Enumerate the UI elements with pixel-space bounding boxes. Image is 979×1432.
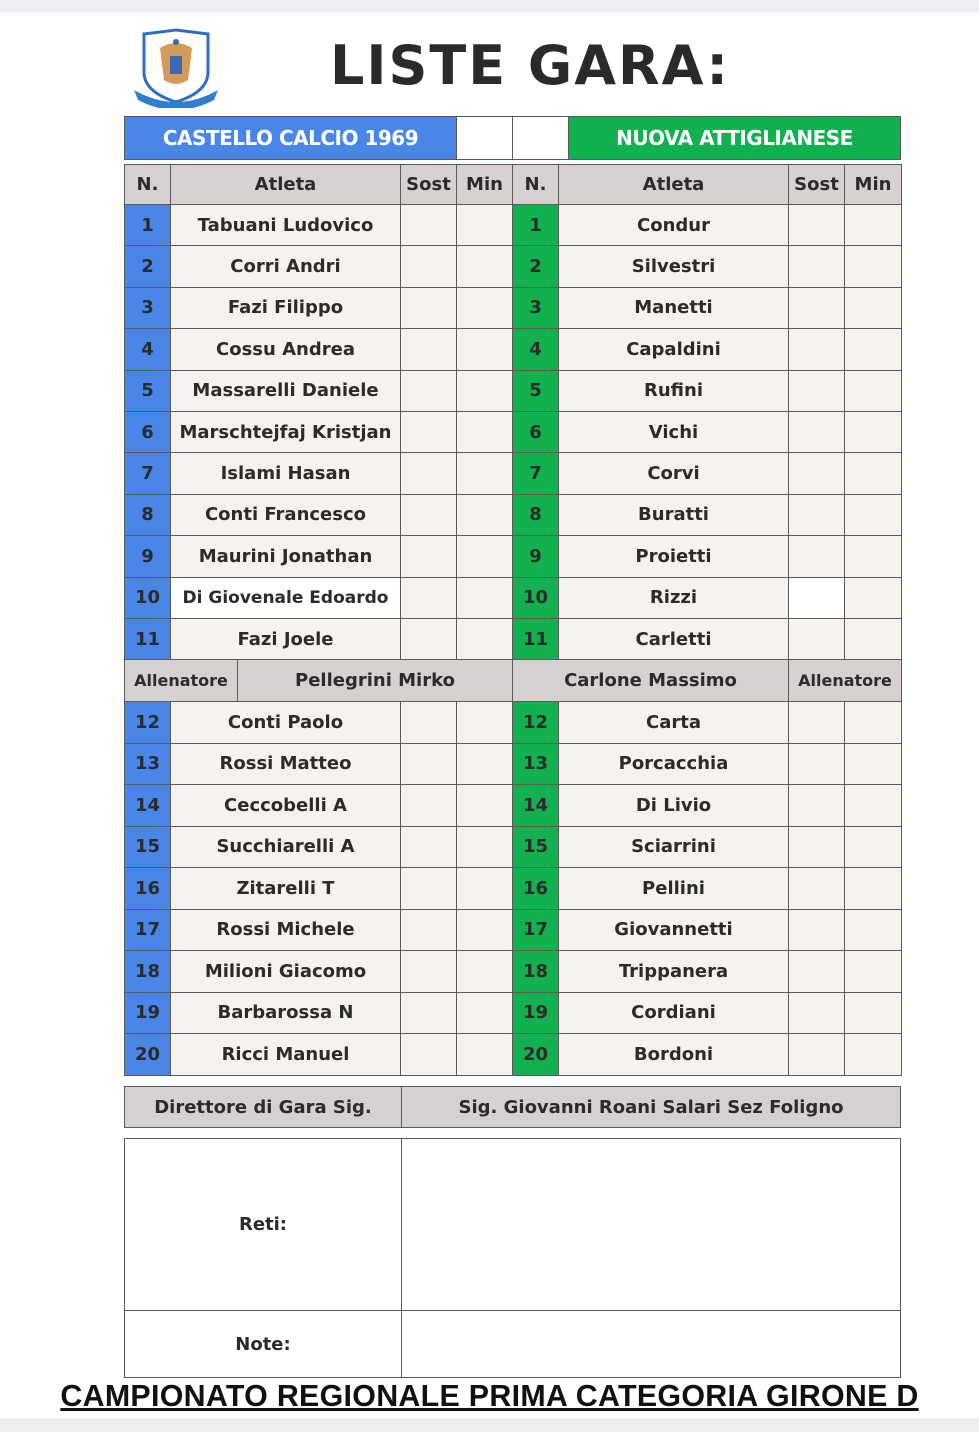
away-player-number: 10 <box>512 577 559 619</box>
away-player-number: 6 <box>512 411 559 453</box>
home-min-cell[interactable] <box>456 411 513 453</box>
home-coach-label: Allenatore <box>124 659 238 702</box>
away-min-cell[interactable] <box>844 494 902 536</box>
away-min-cell[interactable] <box>844 535 902 577</box>
home-player-name: Islami Hasan <box>170 452 401 494</box>
away-sost-cell[interactable] <box>788 452 845 494</box>
home-min-cell[interactable] <box>456 577 513 619</box>
away-sost-cell[interactable] <box>788 992 845 1035</box>
header-sost: Sost <box>400 164 457 205</box>
home-min-cell[interactable] <box>456 535 513 577</box>
away-min-cell[interactable] <box>844 1033 902 1076</box>
home-min-cell[interactable] <box>456 494 513 536</box>
home-min-cell[interactable] <box>456 618 513 660</box>
club-logo <box>130 28 222 108</box>
header-athlete: Atleta <box>558 164 789 205</box>
home-sost-cell[interactable] <box>400 701 457 744</box>
home-sost-cell[interactable] <box>400 618 457 660</box>
away-sost-cell[interactable] <box>788 328 845 370</box>
home-sost-cell[interactable] <box>400 826 457 869</box>
home-min-cell[interactable] <box>456 950 513 993</box>
home-sost-cell[interactable] <box>400 535 457 577</box>
home-min-cell[interactable] <box>456 826 513 869</box>
home-sost-cell[interactable] <box>400 328 457 370</box>
away-sost-cell[interactable] <box>788 784 845 827</box>
away-player-name: Di Livio <box>558 784 789 827</box>
home-min-cell[interactable] <box>456 1033 513 1076</box>
home-player-name: Rossi Michele <box>170 909 401 952</box>
home-player-number: 8 <box>124 494 171 536</box>
home-min-cell[interactable] <box>456 701 513 744</box>
home-player-name: Conti Francesco <box>170 494 401 536</box>
home-player-name: Succhiarelli A <box>170 826 401 869</box>
home-player-name: Maurini Jonathan <box>170 535 401 577</box>
away-min-cell[interactable] <box>844 452 902 494</box>
home-player-number: 16 <box>124 867 171 910</box>
away-player-name: Bordoni <box>558 1033 789 1076</box>
home-coach-name: Pellegrini Mirko <box>237 659 513 702</box>
home-player-number: 6 <box>124 411 171 453</box>
home-player-number: 20 <box>124 1033 171 1076</box>
away-player-number: 5 <box>512 370 559 412</box>
home-sost-cell[interactable] <box>400 204 457 246</box>
away-team-name: NUOVA ATTIGLIANESE <box>568 116 901 160</box>
home-player-number: 10 <box>124 577 171 619</box>
home-player-name: Milioni Giacomo <box>170 950 401 993</box>
goals-label: Reti: <box>124 1138 402 1311</box>
away-player-name: Manetti <box>558 287 789 329</box>
notes-label: Note: <box>124 1310 402 1378</box>
home-player-name: Cossu Andrea <box>170 328 401 370</box>
away-min-cell[interactable] <box>844 867 902 910</box>
away-min-cell[interactable] <box>844 245 902 287</box>
away-player-number: 15 <box>512 826 559 869</box>
home-player-name: Di Giovenale Edoardo <box>170 577 401 619</box>
away-player-name: Silvestri <box>558 245 789 287</box>
home-sost-cell[interactable] <box>400 245 457 287</box>
home-player-number: 1 <box>124 204 171 246</box>
home-sost-cell[interactable] <box>400 370 457 412</box>
away-min-cell[interactable] <box>844 411 902 453</box>
away-sost-cell[interactable] <box>788 494 845 536</box>
away-min-cell[interactable] <box>844 743 902 786</box>
away-player-number: 11 <box>512 618 559 660</box>
away-score-box[interactable] <box>512 116 569 160</box>
away-sost-cell[interactable] <box>788 909 845 952</box>
home-min-cell[interactable] <box>456 784 513 827</box>
away-player-name: Capaldini <box>558 328 789 370</box>
away-player-name: Buratti <box>558 494 789 536</box>
away-player-name: Corvi <box>558 452 789 494</box>
home-min-cell[interactable] <box>456 370 513 412</box>
away-coach-label: Allenatore <box>788 659 902 702</box>
away-min-cell[interactable] <box>844 204 902 246</box>
away-sost-cell[interactable] <box>788 950 845 993</box>
referee-name: Sig. Giovanni Roani Salari Sez Foligno <box>401 1086 901 1128</box>
home-sost-cell[interactable] <box>400 950 457 993</box>
away-player-number: 2 <box>512 245 559 287</box>
header-min: Min <box>456 164 513 205</box>
away-player-number: 20 <box>512 1033 559 1076</box>
away-player-number: 9 <box>512 535 559 577</box>
home-min-cell[interactable] <box>456 992 513 1035</box>
home-player-name: Ricci Manuel <box>170 1033 401 1076</box>
home-min-cell[interactable] <box>456 328 513 370</box>
home-player-name: Fazi Joele <box>170 618 401 660</box>
away-min-cell[interactable] <box>844 950 902 993</box>
notes-field[interactable] <box>401 1310 901 1378</box>
home-player-number: 4 <box>124 328 171 370</box>
home-min-cell[interactable] <box>456 204 513 246</box>
away-player-name: Giovannetti <box>558 909 789 952</box>
away-sost-cell[interactable] <box>788 743 845 786</box>
home-player-number: 7 <box>124 452 171 494</box>
page-title: LISTE GARA: <box>330 34 730 97</box>
home-score-box[interactable] <box>456 116 513 160</box>
home-player-number: 11 <box>124 618 171 660</box>
home-player-name: Corri Andri <box>170 245 401 287</box>
home-player-name: Fazi Filippo <box>170 287 401 329</box>
away-player-name: Condur <box>558 204 789 246</box>
header-min: Min <box>844 164 902 205</box>
home-player-number: 19 <box>124 992 171 1035</box>
home-min-cell[interactable] <box>456 743 513 786</box>
away-sost-cell[interactable] <box>788 867 845 910</box>
away-player-name: Rizzi <box>558 577 789 619</box>
home-min-cell[interactable] <box>456 867 513 910</box>
home-sost-cell[interactable] <box>400 411 457 453</box>
away-min-cell[interactable] <box>844 909 902 952</box>
home-player-number: 17 <box>124 909 171 952</box>
away-sost-cell[interactable] <box>788 411 845 453</box>
away-player-name: Sciarrini <box>558 826 789 869</box>
away-min-cell[interactable] <box>844 370 902 412</box>
home-min-cell[interactable] <box>456 452 513 494</box>
home-player-number: 14 <box>124 784 171 827</box>
away-min-cell[interactable] <box>844 826 902 869</box>
competition-footer: CAMPIONATO REGIONALE PRIMA CATEGORIA GIRONE D <box>60 1378 919 1413</box>
home-player-name: Marschtejfaj Kristjan <box>170 411 401 453</box>
away-min-cell[interactable] <box>844 992 902 1035</box>
away-min-cell[interactable] <box>844 701 902 744</box>
bottom-bar <box>0 1418 979 1432</box>
referee-label: Direttore di Gara Sig. <box>124 1086 402 1128</box>
home-player-number: 5 <box>124 370 171 412</box>
home-sost-cell[interactable] <box>400 1033 457 1076</box>
home-sost-cell[interactable] <box>400 743 457 786</box>
home-team-name: CASTELLO CALCIO 1969 <box>124 116 457 160</box>
away-player-number: 1 <box>512 204 559 246</box>
home-player-name: Barbarossa N <box>170 992 401 1035</box>
away-player-number: 16 <box>512 867 559 910</box>
away-player-number: 12 <box>512 701 559 744</box>
home-sost-cell[interactable] <box>400 909 457 952</box>
away-sost-cell[interactable] <box>788 618 845 660</box>
home-player-name: Ceccobelli A <box>170 784 401 827</box>
home-min-cell[interactable] <box>456 909 513 952</box>
header-athlete: Atleta <box>170 164 401 205</box>
home-player-name: Tabuani Ludovico <box>170 204 401 246</box>
away-player-name: Pellini <box>558 867 789 910</box>
home-player-number: 15 <box>124 826 171 869</box>
away-player-number: 13 <box>512 743 559 786</box>
home-player-name: Zitarelli T <box>170 867 401 910</box>
away-min-cell[interactable] <box>844 577 902 619</box>
away-sost-cell[interactable] <box>788 1033 845 1076</box>
home-player-number: 18 <box>124 950 171 993</box>
away-sost-cell[interactable] <box>788 370 845 412</box>
away-sost-cell[interactable] <box>788 204 845 246</box>
away-min-cell[interactable] <box>844 287 902 329</box>
home-player-name: Conti Paolo <box>170 701 401 744</box>
away-player-name: Carletti <box>558 618 789 660</box>
away-player-name: Rufini <box>558 370 789 412</box>
header-sost: Sost <box>788 164 845 205</box>
home-player-number: 9 <box>124 535 171 577</box>
away-player-name: Vichi <box>558 411 789 453</box>
away-player-name: Trippanera <box>558 950 789 993</box>
away-sost-cell[interactable] <box>788 287 845 329</box>
away-min-cell[interactable] <box>844 784 902 827</box>
home-player-name: Massarelli Daniele <box>170 370 401 412</box>
home-sost-cell[interactable] <box>400 784 457 827</box>
home-min-cell[interactable] <box>456 287 513 329</box>
away-player-name: Proietti <box>558 535 789 577</box>
home-sost-cell[interactable] <box>400 494 457 536</box>
away-player-number: 7 <box>512 452 559 494</box>
away-player-number: 18 <box>512 950 559 993</box>
goals-field[interactable] <box>401 1138 901 1311</box>
away-min-cell[interactable] <box>844 618 902 660</box>
away-player-name: Cordiani <box>558 992 789 1035</box>
away-player-name: Porcacchia <box>558 743 789 786</box>
away-min-cell[interactable] <box>844 328 902 370</box>
top-bar <box>0 0 979 13</box>
away-coach-name: Carlone Massimo <box>512 659 789 702</box>
away-sost-cell[interactable] <box>788 245 845 287</box>
away-player-number: 17 <box>512 909 559 952</box>
home-min-cell[interactable] <box>456 245 513 287</box>
home-sost-cell[interactable] <box>400 452 457 494</box>
home-sost-cell[interactable] <box>400 992 457 1035</box>
home-player-number: 12 <box>124 701 171 744</box>
home-player-number: 13 <box>124 743 171 786</box>
home-player-number: 3 <box>124 287 171 329</box>
away-sost-cell[interactable] <box>788 701 845 744</box>
away-player-number: 3 <box>512 287 559 329</box>
away-sost-cell[interactable] <box>788 826 845 869</box>
away-player-name: Carta <box>558 701 789 744</box>
home-player-name: Rossi Matteo <box>170 743 401 786</box>
home-sost-cell[interactable] <box>400 867 457 910</box>
away-player-number: 8 <box>512 494 559 536</box>
away-player-number: 14 <box>512 784 559 827</box>
away-sost-cell[interactable] <box>788 535 845 577</box>
away-player-number: 4 <box>512 328 559 370</box>
home-player-number: 2 <box>124 245 171 287</box>
header-number: N. <box>124 164 171 205</box>
home-sost-cell[interactable] <box>400 577 457 619</box>
away-sost-cell[interactable] <box>788 577 845 619</box>
away-player-number: 19 <box>512 992 559 1035</box>
home-sost-cell[interactable] <box>400 287 457 329</box>
header-number: N. <box>512 164 559 205</box>
